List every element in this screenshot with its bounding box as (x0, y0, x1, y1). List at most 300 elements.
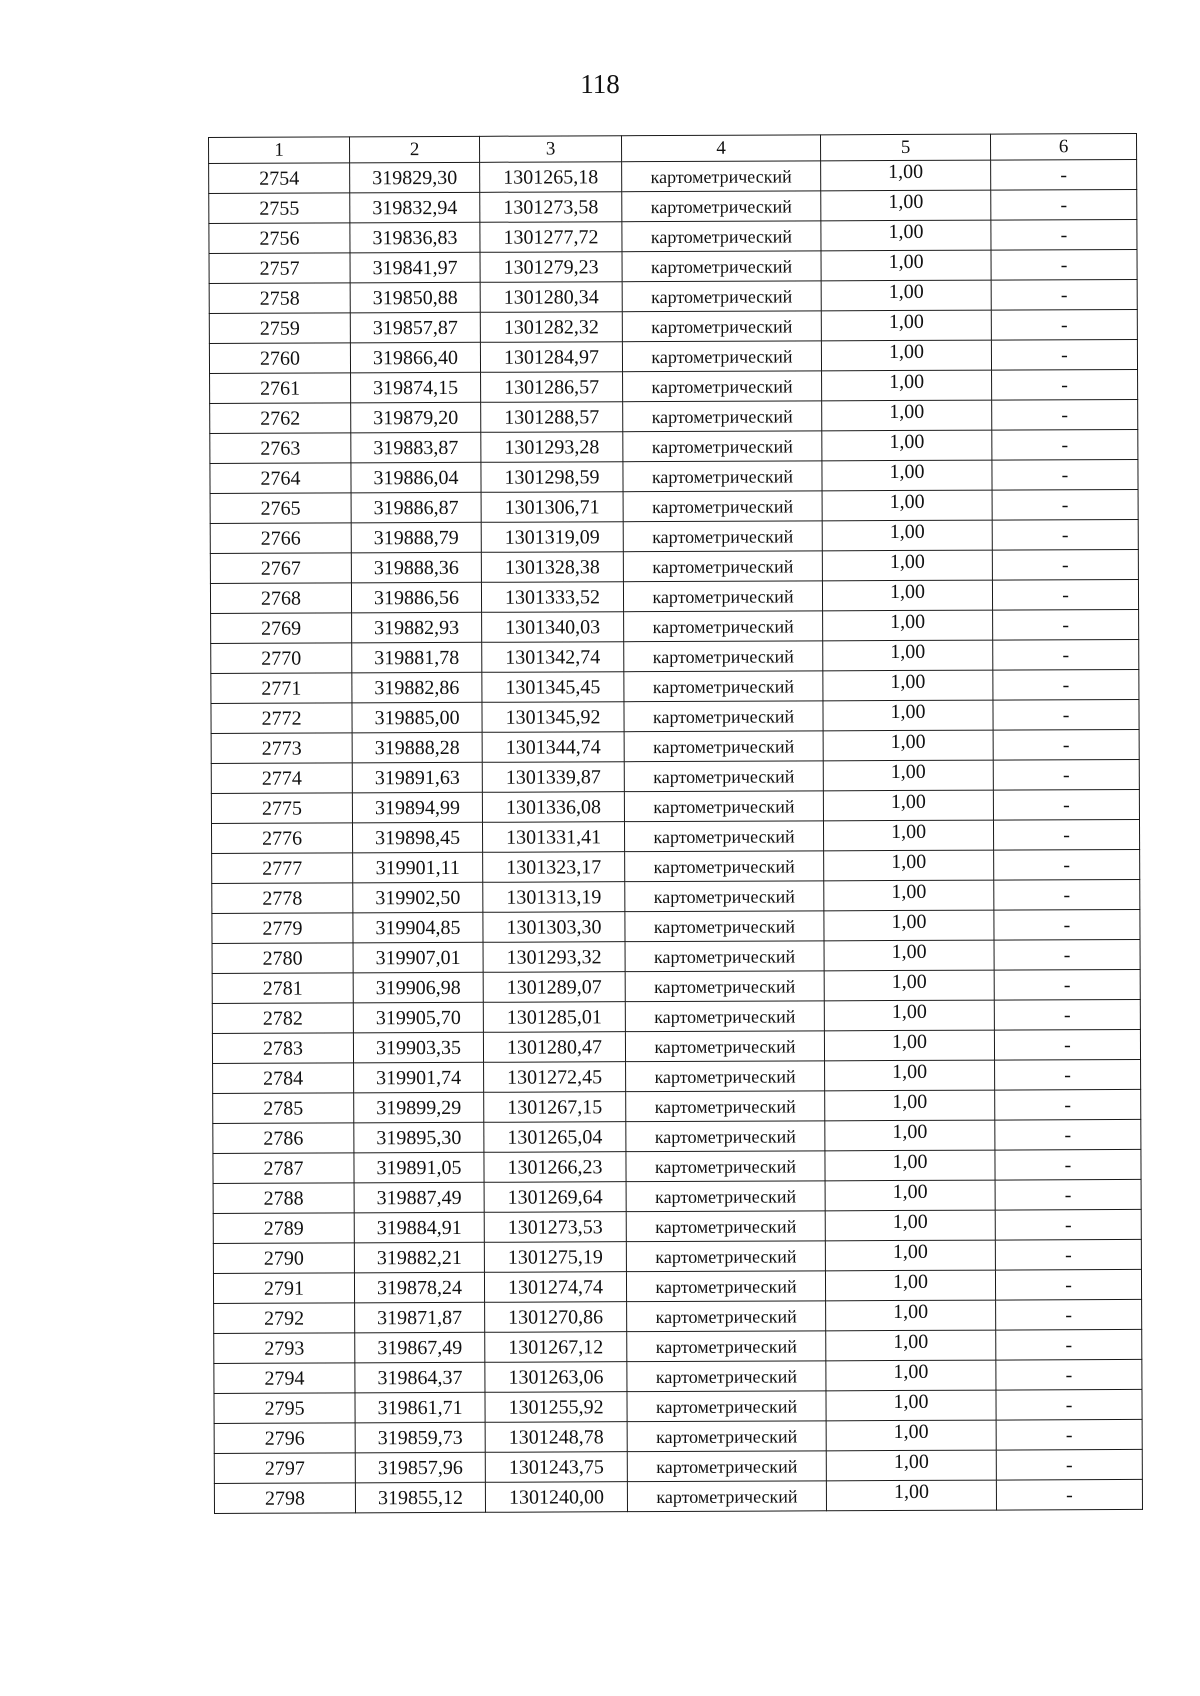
y-coordinate-cell: 1301289,07 (483, 972, 625, 1003)
accuracy-cell: 1,00 (821, 280, 991, 311)
y-coordinate-cell: 1301340,03 (482, 612, 624, 643)
note-cell: - (992, 369, 1138, 400)
method-cell: картометрический (623, 581, 822, 612)
table-row (213, 1119, 1141, 1153)
point-number-cell: 2761 (210, 373, 351, 404)
x-coordinate-cell: 319874,15 (351, 372, 481, 403)
y-coordinate-cell: 1301345,92 (482, 702, 624, 733)
note-cell: - (991, 309, 1137, 340)
x-coordinate-cell: 319859,73 (355, 1422, 485, 1453)
table-row (213, 1209, 1141, 1243)
point-number-cell: 2789 (213, 1213, 354, 1244)
page-number: 118 (580, 69, 620, 99)
note-cell: - (995, 1239, 1141, 1270)
method-cell: картометрический (622, 221, 821, 252)
method-cell: картометрический (623, 461, 822, 492)
method-cell: картометрический (625, 881, 824, 912)
accuracy-cell: 1,00 (822, 400, 992, 431)
table-row (212, 939, 1140, 973)
accuracy-cell: 1,00 (822, 550, 992, 581)
accuracy-cell: 1,00 (822, 430, 992, 461)
table-row (214, 1449, 1142, 1483)
y-coordinate-cell: 1301319,09 (481, 522, 623, 553)
x-coordinate-cell: 319888,28 (352, 732, 482, 763)
accuracy-cell: 1,00 (822, 520, 992, 551)
note-cell: - (994, 939, 1140, 970)
y-coordinate-cell: 1301331,41 (482, 822, 624, 853)
y-coordinate-cell: 1301267,15 (484, 1092, 626, 1123)
x-coordinate-cell: 319864,37 (355, 1362, 485, 1393)
note-cell: - (993, 639, 1139, 670)
method-cell: картометрический (622, 251, 821, 282)
table-row (214, 1299, 1142, 1333)
y-coordinate-cell: 1301280,34 (480, 282, 622, 313)
note-cell: - (994, 879, 1140, 910)
note-cell: - (995, 1149, 1141, 1180)
accuracy-cell: 1,00 (825, 1210, 995, 1241)
method-cell: картометрический (623, 521, 822, 552)
method-cell: картометрический (627, 1421, 826, 1452)
table-row (213, 1269, 1141, 1303)
x-coordinate-cell: 319902,50 (353, 882, 483, 913)
note-cell: - (995, 1209, 1141, 1240)
note-cell: - (995, 1269, 1141, 1300)
accuracy-cell: 1,00 (822, 490, 992, 521)
note-cell: - (991, 279, 1137, 310)
note-cell: - (991, 189, 1137, 220)
note-cell: - (994, 969, 1140, 1000)
table-row (213, 1149, 1141, 1183)
method-cell: картометрический (626, 1121, 825, 1152)
y-coordinate-cell: 1301345,45 (482, 672, 624, 703)
accuracy-cell: 1,00 (822, 460, 992, 491)
table-row (210, 399, 1138, 433)
point-number-cell: 2786 (213, 1123, 354, 1154)
method-cell: картометрический (622, 161, 821, 192)
accuracy-cell: 1,00 (826, 1450, 996, 1481)
accuracy-cell: 1,00 (824, 1030, 994, 1061)
table-row (213, 1179, 1141, 1213)
method-cell: картометрический (622, 191, 821, 222)
method-cell: картометрический (626, 1151, 825, 1182)
note-cell: - (992, 489, 1138, 520)
accuracy-cell: 1,00 (823, 820, 993, 851)
x-coordinate-cell: 319836,83 (350, 222, 480, 253)
table-row (211, 759, 1139, 793)
column-header-2: 2 (350, 136, 480, 163)
accuracy-cell: 1,00 (824, 940, 994, 971)
accuracy-cell: 1,00 (821, 160, 991, 191)
x-coordinate-cell: 319871,87 (355, 1302, 485, 1333)
method-cell: картометрический (626, 1271, 825, 1302)
table-row (209, 189, 1137, 223)
accuracy-cell: 1,00 (825, 1060, 995, 1091)
table-row (210, 549, 1138, 583)
point-number-cell: 2756 (209, 223, 350, 254)
table-row (209, 249, 1137, 283)
method-cell: картометрический (627, 1391, 826, 1422)
method-cell: картометрический (626, 1211, 825, 1242)
x-coordinate-cell: 319832,94 (350, 192, 480, 223)
table-row (213, 1239, 1141, 1273)
method-cell: картометрический (623, 551, 822, 582)
y-coordinate-cell: 1301269,64 (484, 1182, 626, 1213)
method-cell: картометрический (624, 641, 823, 672)
point-number-cell: 2774 (211, 763, 352, 794)
y-coordinate-cell: 1301263,06 (485, 1362, 627, 1393)
method-cell: картометрический (625, 851, 824, 882)
y-coordinate-cell: 1301303,30 (483, 912, 625, 943)
accuracy-cell: 1,00 (823, 730, 993, 761)
y-coordinate-cell: 1301277,72 (480, 222, 622, 253)
point-number-cell: 2785 (213, 1093, 354, 1124)
point-number-cell: 2783 (212, 1033, 353, 1064)
y-coordinate-cell: 1301255,92 (485, 1392, 627, 1423)
point-number-cell: 2779 (212, 913, 353, 944)
point-number-cell: 2777 (212, 853, 353, 884)
point-number-cell: 2768 (210, 583, 351, 614)
point-number-cell: 2762 (210, 403, 351, 434)
y-coordinate-cell: 1301306,71 (481, 492, 623, 523)
table-row (211, 819, 1139, 853)
note-cell: - (991, 249, 1137, 280)
method-cell: картометрический (624, 701, 823, 732)
point-number-cell: 2788 (213, 1183, 354, 1214)
method-cell: картометрический (625, 1031, 824, 1062)
x-coordinate-cell: 319861,71 (355, 1392, 485, 1423)
method-cell: картометрический (627, 1361, 826, 1392)
accuracy-cell: 1,00 (825, 1240, 995, 1271)
table-row (214, 1359, 1142, 1393)
note-cell: - (994, 999, 1140, 1030)
y-coordinate-cell: 1301328,38 (481, 552, 623, 583)
y-coordinate-cell: 1301293,32 (483, 942, 625, 973)
method-cell: картометрический (625, 911, 824, 942)
table-row (209, 309, 1137, 343)
point-number-cell: 2771 (211, 673, 352, 704)
accuracy-cell: 1,00 (826, 1390, 996, 1421)
accuracy-cell: 1,00 (825, 1090, 995, 1121)
x-coordinate-cell: 319841,97 (350, 252, 480, 283)
x-coordinate-cell: 319907,01 (353, 942, 483, 973)
note-cell: - (995, 1179, 1141, 1210)
x-coordinate-cell: 319904,85 (353, 912, 483, 943)
note-cell: - (994, 909, 1140, 940)
accuracy-cell: 1,00 (824, 880, 994, 911)
point-number-cell: 2791 (213, 1273, 354, 1304)
x-coordinate-cell: 319882,86 (352, 672, 482, 703)
method-cell: картометрический (622, 341, 821, 372)
x-coordinate-cell: 319881,78 (352, 642, 482, 673)
note-cell: - (992, 429, 1138, 460)
accuracy-cell: 1,00 (823, 790, 993, 821)
table-row (210, 489, 1138, 523)
accuracy-cell: 1,00 (826, 1420, 996, 1451)
table-row (213, 1089, 1141, 1123)
y-coordinate-cell: 1301266,23 (484, 1152, 626, 1183)
point-number-cell: 2796 (214, 1423, 355, 1454)
note-cell: - (996, 1419, 1142, 1450)
note-cell: - (992, 459, 1138, 490)
coordinates-table (208, 133, 1143, 1514)
note-cell: - (995, 1089, 1141, 1120)
note-cell: - (996, 1479, 1142, 1510)
table-row (209, 279, 1137, 313)
accuracy-cell: 1,00 (825, 1120, 995, 1151)
note-cell: - (996, 1329, 1142, 1360)
point-number-cell: 2773 (211, 733, 352, 764)
table-row (212, 999, 1140, 1033)
x-coordinate-cell: 319882,93 (352, 612, 482, 643)
note-cell: - (993, 789, 1139, 820)
table-row (212, 909, 1140, 943)
y-coordinate-cell: 1301270,86 (485, 1302, 627, 1333)
method-cell: картометрический (627, 1331, 826, 1362)
accuracy-cell: 1,00 (824, 1000, 994, 1031)
column-header-3: 3 (479, 136, 621, 163)
table-row (214, 1479, 1142, 1513)
method-cell: картометрический (627, 1451, 826, 1482)
table-row (209, 159, 1137, 193)
y-coordinate-cell: 1301293,28 (481, 432, 623, 463)
x-coordinate-cell: 319857,96 (355, 1452, 485, 1483)
accuracy-cell: 1,00 (821, 340, 991, 371)
note-cell: - (992, 399, 1138, 430)
y-coordinate-cell: 1301333,52 (481, 582, 623, 613)
method-cell: картометрический (624, 761, 823, 792)
x-coordinate-cell: 319885,00 (352, 702, 482, 733)
x-coordinate-cell: 319891,63 (352, 762, 482, 793)
note-cell: - (991, 159, 1137, 190)
accuracy-cell: 1,00 (826, 1360, 996, 1391)
x-coordinate-cell: 319888,79 (351, 522, 481, 553)
accuracy-cell: 1,00 (825, 1180, 995, 1211)
point-number-cell: 2775 (211, 793, 352, 824)
note-cell: - (992, 579, 1138, 610)
table-row (214, 1329, 1142, 1363)
point-number-cell: 2759 (209, 313, 350, 344)
accuracy-cell: 1,00 (822, 580, 992, 611)
method-cell: картометрический (622, 311, 821, 342)
y-coordinate-cell: 1301248,78 (485, 1422, 627, 1453)
note-cell: - (996, 1449, 1142, 1480)
accuracy-cell: 1,00 (823, 760, 993, 791)
point-number-cell: 2792 (214, 1303, 355, 1334)
point-number-cell: 2782 (212, 1003, 353, 1034)
y-coordinate-cell: 1301240,00 (485, 1482, 627, 1513)
method-cell: картометрический (627, 1301, 826, 1332)
x-coordinate-cell: 319866,40 (350, 342, 480, 373)
y-coordinate-cell: 1301288,57 (481, 402, 623, 433)
column-header-6: 6 (990, 133, 1136, 160)
y-coordinate-cell: 1301344,74 (482, 732, 624, 763)
y-coordinate-cell: 1301298,59 (481, 462, 623, 493)
column-header-5: 5 (820, 134, 990, 161)
method-cell: картометрический (626, 1091, 825, 1122)
y-coordinate-cell: 1301265,04 (484, 1122, 626, 1153)
y-coordinate-cell: 1301323,17 (483, 852, 625, 883)
point-number-cell: 2797 (214, 1453, 355, 1484)
note-cell: - (992, 549, 1138, 580)
table-row (211, 609, 1139, 643)
x-coordinate-cell: 319887,49 (354, 1182, 484, 1213)
x-coordinate-cell: 319886,04 (351, 462, 481, 493)
table-row (210, 369, 1138, 403)
y-coordinate-cell: 1301282,32 (480, 312, 622, 343)
y-coordinate-cell: 1301313,19 (483, 882, 625, 913)
note-cell: - (993, 729, 1139, 760)
method-cell: картометрический (623, 401, 822, 432)
point-number-cell: 2798 (214, 1483, 355, 1514)
accuracy-cell: 1,00 (821, 220, 991, 251)
note-cell: - (996, 1299, 1142, 1330)
point-number-cell: 2784 (213, 1063, 354, 1094)
point-number-cell: 2793 (214, 1333, 355, 1364)
point-number-cell: 2755 (209, 193, 350, 224)
table-row (212, 879, 1140, 913)
table-body (209, 159, 1143, 1513)
x-coordinate-cell: 319899,29 (354, 1092, 484, 1123)
point-number-cell: 2764 (210, 463, 351, 494)
column-header-1: 1 (209, 137, 350, 164)
x-coordinate-cell: 319829,30 (350, 162, 480, 193)
accuracy-cell: 1,00 (824, 970, 994, 1001)
point-number-cell: 2781 (212, 973, 353, 1004)
note-cell: - (996, 1389, 1142, 1420)
column-header-4: 4 (621, 135, 820, 162)
method-cell: картометрический (627, 1481, 826, 1512)
table-row (210, 579, 1138, 613)
x-coordinate-cell: 319857,87 (350, 312, 480, 343)
x-coordinate-cell: 319898,45 (352, 822, 482, 853)
y-coordinate-cell: 1301285,01 (483, 1002, 625, 1033)
note-cell: - (991, 219, 1137, 250)
x-coordinate-cell: 319886,87 (351, 492, 481, 523)
method-cell: картометрический (624, 791, 823, 822)
x-coordinate-cell: 319901,74 (354, 1062, 484, 1093)
table-row (209, 219, 1137, 253)
point-number-cell: 2780 (212, 943, 353, 974)
method-cell: картометрический (624, 731, 823, 762)
note-cell: - (995, 1059, 1141, 1090)
point-number-cell: 2790 (213, 1243, 354, 1274)
table-row (209, 339, 1137, 373)
accuracy-cell: 1,00 (822, 370, 992, 401)
y-coordinate-cell: 1301243,75 (485, 1452, 627, 1483)
method-cell: картометрический (626, 1181, 825, 1212)
x-coordinate-cell: 319883,87 (351, 432, 481, 463)
accuracy-cell: 1,00 (824, 910, 994, 941)
y-coordinate-cell: 1301342,74 (482, 642, 624, 673)
table-row (210, 519, 1138, 553)
table-row (212, 849, 1140, 883)
table-row (212, 1029, 1140, 1063)
point-number-cell: 2758 (209, 283, 350, 314)
x-coordinate-cell: 319855,12 (355, 1482, 485, 1513)
y-coordinate-cell: 1301336,08 (482, 792, 624, 823)
accuracy-cell: 1,00 (821, 250, 991, 281)
accuracy-cell: 1,00 (823, 670, 993, 701)
table-row (211, 699, 1139, 733)
point-number-cell: 2794 (214, 1363, 355, 1394)
point-number-cell: 2763 (210, 433, 351, 464)
x-coordinate-cell: 319894,99 (352, 792, 482, 823)
method-cell: картометрический (625, 971, 824, 1002)
point-number-cell: 2766 (210, 523, 351, 554)
y-coordinate-cell: 1301273,53 (484, 1212, 626, 1243)
y-coordinate-cell: 1301280,47 (483, 1032, 625, 1063)
method-cell: картометрический (623, 371, 822, 402)
point-number-cell: 2776 (211, 823, 352, 854)
x-coordinate-cell: 319888,36 (351, 552, 481, 583)
y-coordinate-cell: 1301275,19 (484, 1242, 626, 1273)
x-coordinate-cell: 319903,35 (353, 1032, 483, 1063)
x-coordinate-cell: 319867,49 (355, 1332, 485, 1363)
method-cell: картометрический (624, 671, 823, 702)
method-cell: картометрический (624, 611, 823, 642)
y-coordinate-cell: 1301272,45 (484, 1062, 626, 1093)
method-cell: картометрический (622, 281, 821, 312)
note-cell: - (996, 1359, 1142, 1390)
y-coordinate-cell: 1301284,97 (480, 342, 622, 373)
y-coordinate-cell: 1301265,18 (480, 162, 622, 193)
accuracy-cell: 1,00 (826, 1480, 996, 1511)
point-number-cell: 2795 (214, 1393, 355, 1424)
point-number-cell: 2754 (209, 163, 350, 194)
x-coordinate-cell: 319906,98 (353, 972, 483, 1003)
note-cell: - (991, 339, 1137, 370)
x-coordinate-cell: 319850,88 (350, 282, 480, 313)
table-row (213, 1059, 1141, 1093)
point-number-cell: 2769 (211, 613, 352, 644)
accuracy-cell: 1,00 (825, 1270, 995, 1301)
method-cell: картометрический (624, 821, 823, 852)
point-number-cell: 2765 (210, 493, 351, 524)
point-number-cell: 2778 (212, 883, 353, 914)
table-row (211, 789, 1139, 823)
point-number-cell: 2767 (210, 553, 351, 584)
accuracy-cell: 1,00 (824, 850, 994, 881)
accuracy-cell: 1,00 (825, 1150, 995, 1181)
table-row (210, 429, 1138, 463)
point-number-cell: 2760 (209, 343, 350, 374)
point-number-cell: 2772 (211, 703, 352, 734)
x-coordinate-cell: 319884,91 (354, 1212, 484, 1243)
table-row (214, 1419, 1142, 1453)
accuracy-cell: 1,00 (823, 640, 993, 671)
accuracy-cell: 1,00 (823, 700, 993, 731)
point-number-cell: 2770 (211, 643, 352, 674)
y-coordinate-cell: 1301339,87 (482, 762, 624, 793)
note-cell: - (994, 1029, 1140, 1060)
accuracy-cell: 1,00 (821, 190, 991, 221)
point-number-cell: 2757 (209, 253, 350, 284)
accuracy-cell: 1,00 (821, 310, 991, 341)
y-coordinate-cell: 1301274,74 (484, 1272, 626, 1303)
table-header-row (209, 133, 1137, 163)
x-coordinate-cell: 319905,70 (353, 1002, 483, 1033)
method-cell: картометрический (625, 1001, 824, 1032)
note-cell: - (993, 819, 1139, 850)
note-cell: - (993, 669, 1139, 700)
table-row (212, 969, 1140, 1003)
table-row (211, 729, 1139, 763)
note-cell: - (995, 1119, 1141, 1150)
x-coordinate-cell: 319901,11 (353, 852, 483, 883)
note-cell: - (992, 519, 1138, 550)
y-coordinate-cell: 1301286,57 (481, 372, 623, 403)
x-coordinate-cell: 319882,21 (354, 1242, 484, 1273)
